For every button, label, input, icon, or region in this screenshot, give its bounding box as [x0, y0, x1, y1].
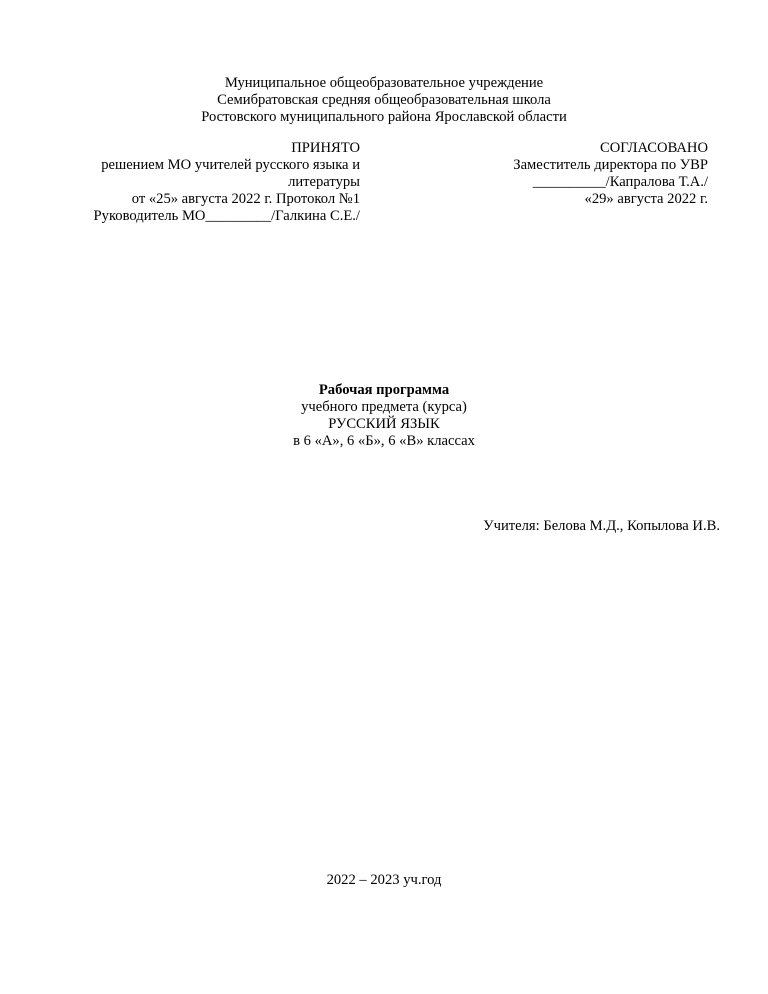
- agreed-title: СОГЛАСОВАНО: [599, 140, 708, 156]
- program-title-block: [0, 382, 768, 450]
- agreed-line-1: Заместитель директора по УВР: [513, 157, 708, 173]
- approved-title: ПРИНЯТО: [291, 140, 360, 156]
- header-line-3: Ростовского муниципального района Ярославской области: [201, 109, 567, 125]
- academic-year: 2022 – 2023 уч.год: [326, 872, 442, 888]
- program-title: Рабочая программа: [318, 382, 450, 398]
- agreed-line-2: __________/Капралова Т.А./: [532, 174, 708, 190]
- approved-line-2: литературы: [288, 174, 360, 190]
- approved-line-4: Руководитель МО_________/Галкина С.Е./: [93, 208, 360, 224]
- approved-line-3: от «25» августа 2022 г. Протокол №1: [131, 191, 360, 207]
- agreed-block: [430, 140, 708, 208]
- program-classes: в 6 «А», 6 «Б», 6 «В» классах: [293, 433, 475, 449]
- school-header: [0, 75, 768, 126]
- program-subject: РУССКИЙ ЯЗЫК: [328, 416, 440, 432]
- program-subtitle: учебного предмета (курса): [301, 399, 467, 415]
- header-line-2: Семибратовская средняя общеобразовательная школа: [217, 92, 551, 108]
- approved-line-1: решением МО учителей русского языка и: [101, 157, 360, 173]
- header-line-1: Муниципальное общеобразовательное учреждение: [224, 75, 544, 91]
- agreed-line-3: «29» августа 2022 г.: [584, 191, 708, 207]
- approved-block: [60, 140, 360, 225]
- teachers-line: Учителя: Белова М.Д., Копылова И.В.: [483, 518, 720, 534]
